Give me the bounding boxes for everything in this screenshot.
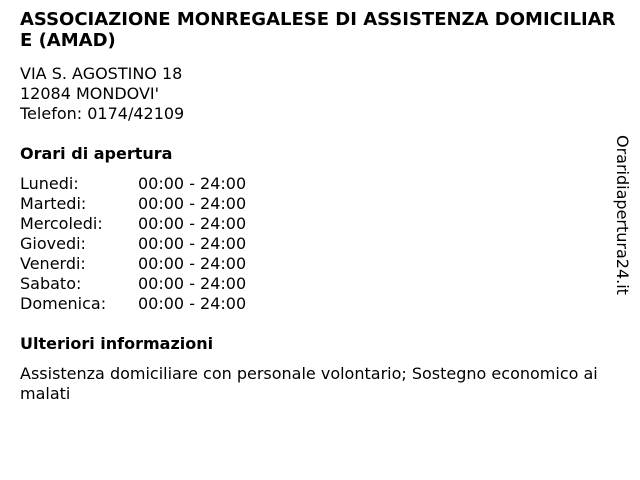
site-brand-vertical: Oraridiapertura24.it — [613, 135, 632, 295]
hours-row-monday — [20, 174, 246, 194]
postal-city: 12084 MONDOVI' — [20, 84, 160, 103]
hours-time: 00:00 - 24:00 — [138, 274, 247, 293]
further-info-heading: Ulteriori informazioni — [20, 334, 214, 353]
address-block — [20, 64, 184, 124]
hours-time: 00:00 - 24:00 — [138, 174, 247, 193]
day-label: Martedi: — [20, 194, 87, 213]
day-label: Domenica: — [20, 294, 107, 313]
hours-time: 00:00 - 24:00 — [138, 254, 247, 273]
hours-time: 00:00 - 24:00 — [138, 194, 247, 213]
hours-row-sunday — [20, 294, 246, 314]
further-info-text: Assistenza domiciliare con personale volontario; Sostegno economico ai malati — [20, 364, 598, 403]
hours-row-friday — [20, 254, 246, 274]
hours-time: 00:00 - 24:00 — [138, 214, 247, 233]
opening-hours-heading: Orari di apertura — [20, 144, 173, 163]
day-label: Mercoledi: — [20, 214, 103, 233]
day-label: Sabato: — [20, 274, 82, 293]
phone-number: Telefon: 0174/42109 — [20, 104, 185, 123]
business-name: ASSOCIAZIONE MONREGALESE DI ASSISTENZA DOMICILIARE (AMAD) — [20, 9, 616, 51]
hours-row-thursday — [20, 234, 246, 254]
hours-row-wednesday — [20, 214, 246, 234]
day-label: Lunedi: — [20, 174, 79, 193]
opening-hours-table — [20, 174, 246, 314]
hours-time: 00:00 - 24:00 — [138, 294, 247, 313]
day-label: Venerdi: — [20, 254, 86, 273]
hours-row-tuesday — [20, 194, 246, 214]
street-address: VIA S. AGOSTINO 18 — [20, 64, 183, 83]
hours-time: 00:00 - 24:00 — [138, 234, 247, 253]
day-label: Giovedi: — [20, 234, 86, 253]
hours-row-saturday — [20, 274, 246, 294]
